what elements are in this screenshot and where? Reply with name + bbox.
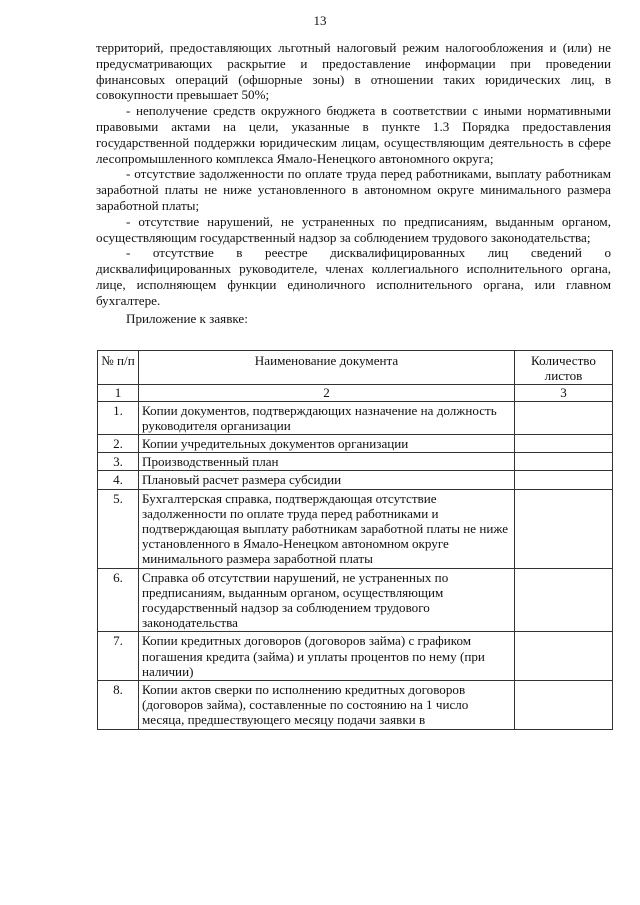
row-sheet-count bbox=[515, 681, 613, 730]
documents-table bbox=[97, 350, 613, 730]
table-header-row bbox=[98, 351, 613, 385]
row-document-name: Плановый расчет размера субсидии bbox=[139, 471, 515, 489]
row-number: 1. bbox=[98, 401, 139, 434]
row-document-name: Копии учредительных документов организации bbox=[139, 435, 515, 453]
row-sheet-count bbox=[515, 568, 613, 632]
row-sheet-count bbox=[515, 453, 613, 471]
table-row bbox=[98, 489, 613, 568]
column-index: 2 bbox=[139, 385, 515, 401]
row-document-name: Справка об отсутствии нарушений, не устраненных по предписаниям, выданным органом, осуществляющим государственный надзор за соблюдением трудового законодательства bbox=[139, 568, 515, 632]
row-document-name: Копии актов сверки по исполнению кредитных договоров (договоров займа), составленные по состоянию на 1 число месяца, предшествующего месяцу подачи заявки в bbox=[139, 681, 515, 730]
table-row bbox=[98, 435, 613, 453]
row-number: 4. bbox=[98, 471, 139, 489]
table-row bbox=[98, 632, 613, 681]
row-sheet-count bbox=[515, 435, 613, 453]
row-sheet-count bbox=[515, 632, 613, 681]
header-number: № п/п bbox=[98, 351, 139, 385]
table-row bbox=[98, 681, 613, 730]
document-body bbox=[96, 40, 611, 326]
row-document-name: Копии кредитных договоров (договоров займа) с графиком погашения кредита (займа) и уплаты процентов по нему (при наличии) bbox=[139, 632, 515, 681]
column-index: 3 bbox=[515, 385, 613, 401]
column-index: 1 bbox=[98, 385, 139, 401]
row-number: 6. bbox=[98, 568, 139, 632]
row-document-name: Бухгалтерская справка, подтверждающая отсутствие задолженности по оплате труда перед работниками и подтверждающая выплату работникам заработной платы не ниже установленного в Ямало-Ненецком автономном округе минимального размера заработной платы bbox=[139, 489, 515, 568]
row-sheet-count bbox=[515, 471, 613, 489]
paragraph-continuation: территорий, предоставляющих льготный налоговый режим налогообложения и (или) не предусматривающих раскрытие и предоставление информации при проведении финансовых операций (офшорные зоны) в отношении таких юридических лиц, в совокупности превышает 50%; bbox=[96, 40, 611, 103]
row-number: 3. bbox=[98, 453, 139, 471]
row-number: 5. bbox=[98, 489, 139, 568]
condition-item: - неполучение средств окружного бюджета в соответствии с иными нормативными правовыми актами на цели, указанные в пункте 1.3 Порядка предоставления государственной поддержки юридическим лицам, осуществляющим деятельность в сфере лесопромышленного комплекса Ямало-Ненецкого автономного округа; bbox=[96, 103, 611, 166]
row-document-name: Производственный план bbox=[139, 453, 515, 471]
row-number: 2. bbox=[98, 435, 139, 453]
condition-item: - отсутствие в реестре дисквалифицированных лиц сведений о дисквалифицированных руководителе, членах коллегиального исполнительного органа, лице, исполняющем функции единоличного исполнительного органа, или главном бухгалтере. bbox=[96, 245, 611, 308]
page-number: 13 bbox=[313, 13, 327, 28]
table-row bbox=[98, 471, 613, 489]
table-row bbox=[98, 401, 613, 434]
header-sheet-count: Количество листов bbox=[515, 351, 613, 385]
header-document-name: Наименование документа bbox=[139, 351, 515, 385]
condition-item: - отсутствие задолженности по оплате труда перед работниками, выплату работникам заработной платы не ниже установленного в автономном округе минимального размера заработной платы; bbox=[96, 166, 611, 213]
row-document-name: Копии документов, подтверждающих назначение на должность руководителя организации bbox=[139, 401, 515, 434]
condition-item: - отсутствие нарушений, не устраненных по предписаниям, выданным органом, осуществляющим государственный надзор за соблюдением трудового законодательства; bbox=[96, 213, 611, 245]
annex-heading: Приложение к заявке: bbox=[126, 310, 248, 326]
row-number: 8. bbox=[98, 681, 139, 730]
table-row bbox=[98, 453, 613, 471]
table-row bbox=[98, 568, 613, 632]
column-index-row bbox=[98, 385, 613, 401]
row-sheet-count bbox=[515, 489, 613, 568]
row-number: 7. bbox=[98, 632, 139, 681]
row-sheet-count bbox=[515, 401, 613, 434]
